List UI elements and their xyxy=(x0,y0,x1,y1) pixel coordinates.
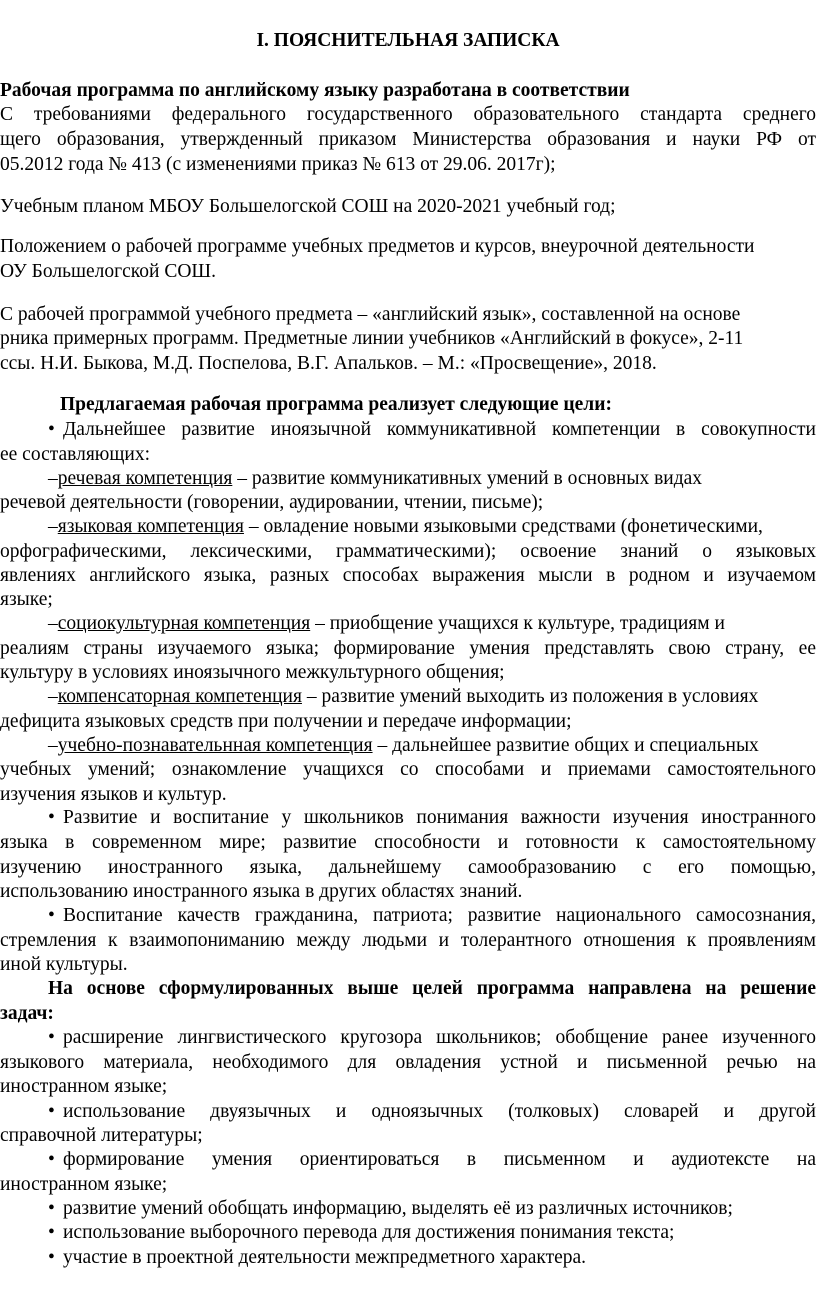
tasks-heading: задач: xyxy=(0,1003,54,1024)
language-rest: – овладение новыми языковыми средствами (фонетическими, xyxy=(243,516,763,537)
socio-rest: – приобщение учащихся к культуре, традициям и xyxy=(310,613,725,634)
task-line: формирование умения ориентироваться в письменном и аудиотексте на xyxy=(63,1149,816,1170)
language-term: языковая компетенция xyxy=(57,516,244,537)
bullet-icon: • xyxy=(48,1027,55,1048)
compensatory-rest: – развитие умений выходить из положения в условиях xyxy=(301,686,759,707)
program-line: рника примерных программ. Предметные линии учебников «Английский в фокусе», 2-11 xyxy=(0,328,744,349)
competence-speech xyxy=(48,467,702,491)
socio-cont: культуру в условиях иноязычного межкультурного общения; xyxy=(0,662,505,683)
bullet-icon: • xyxy=(48,1101,55,1122)
language-cont: орфографическими, лексическими, грамматическими); освоение знаний о языковых xyxy=(0,541,816,562)
task-line: развитие умений обобщать информацию, выделять её из различных источников; xyxy=(63,1198,733,1219)
dash: – xyxy=(48,516,58,537)
goal-1-line: Дальнейшее развитие иноязычной коммуникативной компетенции в совокупности xyxy=(63,419,816,440)
dash: – xyxy=(48,686,58,707)
speech-rest: – развитие коммуникативных умений в основных видах xyxy=(232,468,703,489)
competence-educational xyxy=(48,734,759,758)
task-line: справочной литературы; xyxy=(0,1125,203,1146)
goal-3-line: стремления к взаимопониманию между людьми и толерантного отношения к проявлениям xyxy=(0,930,816,951)
task-line: расширение лингвистического кругозора школьников; обобщение ранее изученного xyxy=(63,1027,816,1048)
socio-cont: реалиям страны изучаемого языка; формирование умения представлять свою страну, ее xyxy=(0,638,816,659)
bullet-icon: • xyxy=(48,1198,55,1219)
bullet-icon: • xyxy=(48,1247,55,1268)
dash: – xyxy=(48,468,58,489)
competence-socio xyxy=(48,612,725,636)
position-line: Положением о рабочей программе учебных предметов и курсов, внеурочной деятельности xyxy=(0,236,755,257)
bullet-icon: • xyxy=(48,1222,55,1243)
task-line: участие в проектной деятельности межпредметного характера. xyxy=(63,1247,587,1268)
educational-cont: изучения языков и культур. xyxy=(0,784,227,805)
page-title: I. ПОЯСНИТЕЛЬНАЯ ЗАПИСКА xyxy=(256,30,560,51)
goal-2-line: Развитие и воспитание у школьников понимания важности изучения иностранного xyxy=(63,807,816,828)
task-line: языкового материала, необходимого для овладения устной и письменной речью на xyxy=(0,1052,816,1073)
tasks-heading: На основе сформулированных выше целей программа направлена на решение xyxy=(48,978,816,999)
task-line: использование двуязычных и одноязычных (толковых) словарей и другой xyxy=(63,1101,816,1122)
bullet-icon: • xyxy=(48,419,55,440)
compensatory-cont: дефицита языковых средств при получении и передаче информации; xyxy=(0,711,572,732)
speech-term: речевая компетенция xyxy=(57,468,233,489)
fgos-line: щего образования, утвержденный приказом Министерства образования и науки РФ от xyxy=(0,129,816,150)
task-line: иностранном языке; xyxy=(0,1076,168,1097)
intro-heading: Рабочая программа по английскому языку разработана в соответствии xyxy=(0,80,630,101)
language-cont: языке; xyxy=(0,589,53,610)
fgos-line: С требованиями федерального государственного образовательного стандарта среднего xyxy=(0,104,816,125)
program-line: ссы. Н.И. Быкова, М.Д. Поспелова, В.Г. Апальков. – М.: «Просвещение», 2018. xyxy=(0,353,657,374)
position-line: ОУ Большелогской СОШ. xyxy=(0,261,216,282)
bullet-icon: • xyxy=(48,905,55,926)
competence-compensatory xyxy=(48,685,758,709)
competence-language xyxy=(48,515,763,539)
goal-3-line: иной культуры. xyxy=(0,954,128,975)
socio-term: социокультурная компетенция xyxy=(57,613,311,634)
speech-cont: речевой деятельности (говорении, аудировании, чтении, письме); xyxy=(0,492,544,513)
dash: – xyxy=(48,613,58,634)
bullet-icon: • xyxy=(48,807,55,828)
program-line: С рабочей программой учебного предмета – «английский язык», составленной на основе xyxy=(0,304,741,325)
task-line: использование выборочного перевода для достижения понимания текста; xyxy=(63,1222,675,1243)
bullet-icon: • xyxy=(48,1149,55,1170)
goal-2-line: использованию иностранного языка в других областях знаний. xyxy=(0,881,523,902)
educational-cont: учебных умений; ознакомление учащихся со способами и приемами самостоятельного xyxy=(0,759,816,780)
goal-2-line: изучению иностранного языка, дальнейшему самообразованию с его помощью, xyxy=(0,857,816,878)
task-line: иностранном языке; xyxy=(0,1174,168,1195)
goal-3-line: Воспитание качеств гражданина, патриота; развитие национального самосознания, xyxy=(63,905,816,926)
language-cont: явлениях английского языка, разных способах выражения мысли в родном и изучаемом xyxy=(0,565,816,586)
educational-term: учебно-познавательнная компетенция xyxy=(57,735,373,756)
goal-2-line: языка в современном мире; развитие способности и готовности к самостоятельному xyxy=(0,832,816,853)
educational-rest: – дальнейшее развитие общих и специальных xyxy=(372,735,759,756)
dash: – xyxy=(48,735,58,756)
goals-heading: Предлагаемая рабочая программа реализует следующие цели: xyxy=(60,394,612,415)
fgos-line: 05.2012 года № 413 (с изменениями приказ № 613 от 29.06. 2017г); xyxy=(0,154,556,175)
goal-1-line: ее составляющих: xyxy=(0,444,150,465)
compensatory-term: компенсаторная компетенция xyxy=(57,686,302,707)
plan-line: Учебным планом МБОУ Большелогской СОШ на 2020-2021 учебный год; xyxy=(0,196,616,217)
